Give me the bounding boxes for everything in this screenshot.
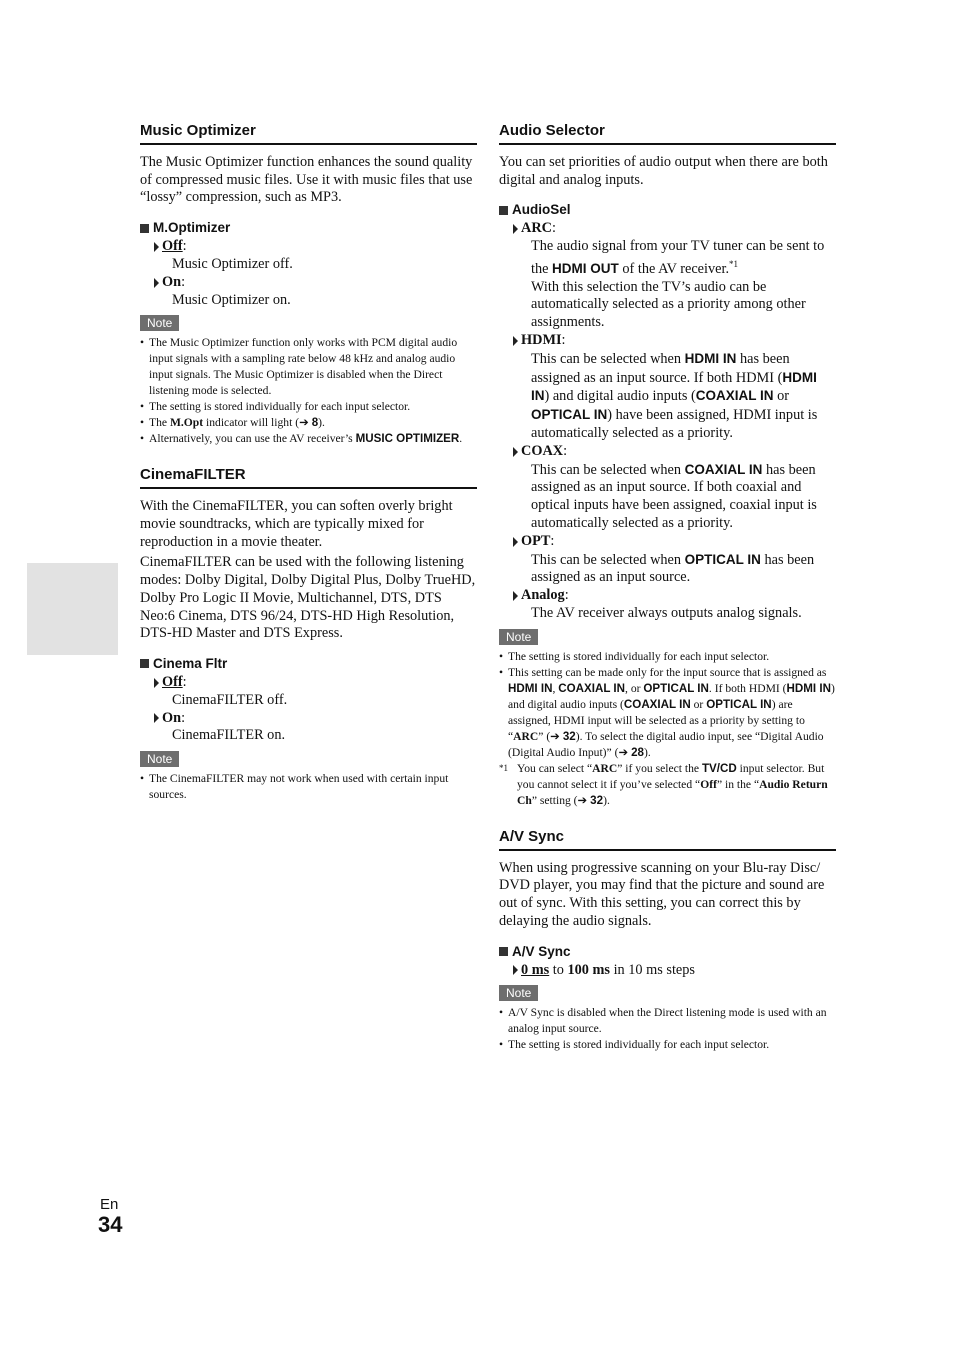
- footnote-text: ).: [603, 793, 610, 807]
- triangle-right-icon: [513, 224, 518, 234]
- option-label: On: [162, 709, 182, 726]
- footnote-text: input selector. But you cannot select it if you’ve selected “: [517, 761, 825, 791]
- arc-term: ARC: [513, 729, 539, 743]
- tv-cd-key: TV/CD: [701, 761, 737, 775]
- hdmi-in-key: HDMI IN: [786, 681, 831, 695]
- cinema-fltr-setting: [140, 656, 477, 672]
- opt-desc: [531, 551, 836, 588]
- desc-text: This can be selected when: [531, 350, 682, 367]
- note-text: indicator will light (➔: [206, 416, 309, 430]
- audio-return-ch-term: Audio Return Ch: [517, 777, 828, 807]
- av-sync-heading: A/V Sync: [499, 828, 836, 851]
- range-text: to: [552, 961, 564, 978]
- arc-term: ARC: [592, 761, 618, 775]
- note-text: ) are assigned, HDMI input will be selected as a priority by setting to “: [508, 697, 805, 743]
- triangle-right-icon: [154, 713, 159, 723]
- audiosel-setting-name: AudioSel: [512, 202, 571, 218]
- note-text: , or: [625, 681, 641, 695]
- option-label: Off: [162, 673, 183, 690]
- coax-option: [513, 443, 836, 461]
- hdmi-in-key: HDMI IN: [508, 681, 553, 695]
- note-text: .: [459, 432, 463, 446]
- music-optimizer-intro: The Music Optimizer function enhances the sound quality of compressed music files. Use it with music files that use “lossy” compression, such as MP3.: [140, 154, 473, 206]
- option-label: Analog: [521, 587, 565, 604]
- music-optimizer-heading: Music Optimizer: [140, 122, 477, 145]
- option-colon: :: [551, 220, 556, 237]
- option-label: COAX: [521, 442, 564, 459]
- cinemafilter-notes: [140, 771, 477, 803]
- note-text: ).: [318, 416, 325, 430]
- note-badge: Note: [140, 315, 179, 331]
- hdmi-desc: [531, 350, 836, 443]
- page-number: 34: [98, 1212, 123, 1237]
- coaxial-in-key: COAXIAL IN: [623, 697, 691, 711]
- cinema-fltr-off-option: [154, 674, 477, 692]
- m-optimizer-on-option: [154, 274, 477, 292]
- page-ref: 28: [631, 745, 644, 759]
- note-item: • The setting is stored individually for each input selector.: [140, 399, 477, 415]
- square-bullet-icon: [140, 659, 149, 668]
- hdmi-in-key: HDMI IN: [684, 350, 737, 366]
- note-badge: Note: [499, 629, 538, 645]
- av-sync-section: [499, 828, 836, 1054]
- option-label: ARC: [521, 220, 552, 237]
- page-ref: 32: [562, 729, 576, 743]
- desc-text: ) have been assigned, HDMI input is automatically selected as a priority.: [531, 407, 818, 441]
- option-label: Off: [162, 238, 183, 255]
- footnote-text: ” if you select the: [617, 761, 700, 775]
- m-optimizer-setting-name: M.Optimizer: [153, 220, 231, 236]
- triangle-right-icon: [154, 678, 159, 688]
- coax-desc: [531, 461, 836, 533]
- option-colon: :: [550, 532, 555, 549]
- note-badge: Note: [499, 985, 538, 1001]
- audio-selector-heading: Audio Selector: [499, 122, 836, 145]
- option-colon: :: [181, 273, 186, 290]
- cinemafilter-intro-1: With the CinemaFILTER, you can soften overly bright movie soundtracks, which are typically mixed for reproduction in a movie theater.: [140, 498, 453, 550]
- music-optimizer-key: MUSIC OPTIMIZER: [355, 432, 460, 446]
- desc-text: This can be selected when: [531, 461, 682, 478]
- av-sync-setting-name: A/V Sync: [512, 943, 571, 959]
- section-tab-marker: [27, 563, 118, 655]
- cinema-fltr-on-option: [154, 710, 477, 728]
- footnote-mark: *1: [499, 762, 508, 773]
- hdmi-out-key: HDMI OUT: [552, 260, 619, 276]
- off-term: Off: [700, 777, 717, 791]
- triangle-right-icon: [513, 591, 518, 601]
- arc-desc-2: With this selection the TV’s audio can be automatically selected as a priority among other assignments.: [531, 278, 806, 331]
- square-bullet-icon: [499, 206, 508, 215]
- left-column: [140, 122, 477, 803]
- footnote-text: ” setting (➔: [531, 793, 588, 807]
- cinema-fltr-on-desc: CinemaFILTER on.: [172, 727, 286, 744]
- footnote: [499, 761, 836, 809]
- note-item: [140, 431, 477, 447]
- triangle-right-icon: [513, 336, 518, 346]
- cinema-fltr-off-desc: CinemaFILTER off.: [172, 691, 288, 708]
- audio-selector-section: [499, 122, 836, 809]
- triangle-right-icon: [513, 537, 518, 547]
- coaxial-in-key: COAXIAL IN: [558, 681, 626, 695]
- note-text: ) and digital audio inputs (: [508, 681, 835, 711]
- footnote-text: You can select “: [517, 761, 593, 775]
- coaxial-in-key: COAXIAL IN: [684, 461, 763, 477]
- audiosel-setting: [499, 202, 836, 218]
- music-optimizer-notes: [140, 335, 477, 447]
- option-colon: :: [181, 709, 186, 726]
- option-colon: :: [564, 587, 569, 604]
- desc-text: has been assigned as an input source. If both coaxial and optical inputs have been assigned, coaxial input is automatically selected as a priority.: [531, 461, 817, 531]
- note-text: Alternatively, you can use the AV receiver’s: [149, 432, 353, 446]
- cinemafilter-intro-2: CinemaFILTER can be used with the following listening modes: Dolby Digital, Dolby Digital Plus, Dolby TrueHD, Dolby Pro Logic II Movie, Multichannel, DTS, DTS Neo:6 Cinema, DTS 96/24, DTS-HD High Resolution, DTS-HD Master and DTS Express.: [140, 554, 476, 642]
- analog-option: [513, 587, 836, 605]
- desc-text: The audio signal from your TV tuner can be sent to the: [531, 238, 825, 277]
- option-label: On: [162, 273, 182, 290]
- footnote-text: ” in the “: [716, 777, 760, 791]
- note-text: . If both HDMI (: [708, 681, 787, 695]
- optical-in-key: OPTICAL IN: [643, 681, 709, 695]
- page-ref: 32: [590, 793, 604, 807]
- cinema-fltr-setting-name: Cinema Fltr: [153, 655, 228, 671]
- note-text: or: [693, 697, 704, 711]
- desc-text: ) and digital audio inputs (: [544, 388, 696, 405]
- audio-selector-intro: You can set priorities of audio output when there are both digital and analog inputs.: [499, 154, 828, 188]
- analog-desc: The AV receiver always outputs analog signals.: [531, 604, 802, 621]
- range-text: in 10 ms steps: [613, 961, 695, 978]
- opt-option: [513, 533, 836, 551]
- music-optimizer-section: [140, 122, 477, 447]
- square-bullet-icon: [499, 947, 508, 956]
- optical-in-key: OPTICAL IN: [706, 697, 772, 711]
- triangle-right-icon: [513, 965, 518, 975]
- triangle-right-icon: [154, 242, 159, 252]
- note-item: • This setting can be made only for the input source that is assigned as HDMI IN, COAXIAL IN, or OPTICAL IN. If both HDMI (HDMI IN) and digital audio inputs (COAXIAL IN or OPTICAL IN) are assigned, HDMI input will be selected as a priority by setting to “ARC” (➔ 32). To select the digital audio input, see “Digital Audio (Digital Audio Input)” (➔ 28).: [499, 665, 836, 761]
- m-opt-indicator: M.Opt: [169, 416, 204, 430]
- note-text: The: [149, 416, 168, 430]
- desc-text: or: [777, 388, 790, 405]
- desc-text: has been assigned as an input source.: [531, 551, 815, 586]
- m-optimizer-on-desc: Music Optimizer on.: [172, 291, 291, 308]
- m-optimizer-off-option: [154, 238, 477, 256]
- note-badge: Note: [140, 751, 179, 767]
- av-sync-setting: [499, 944, 836, 960]
- option-colon: :: [182, 673, 187, 690]
- page-ref: 8: [311, 416, 319, 430]
- option-colon: :: [182, 238, 187, 255]
- cinemafilter-heading: CinemaFILTER: [140, 466, 477, 489]
- option-label: OPT: [521, 532, 551, 549]
- right-column: [499, 122, 836, 1053]
- note-text: ). To select the digital audio input, see “Digital Audio (Digital Audio Input)” (➔: [508, 729, 824, 759]
- m-optimizer-off-desc: Music Optimizer off.: [172, 255, 293, 272]
- m-optimizer-setting: [140, 220, 477, 236]
- range-start: 0 ms: [521, 961, 550, 978]
- note-item: • A/V Sync is disabled when the Direct listening mode is used with an analog input source.: [499, 1005, 836, 1037]
- hdmi-in-key: HDMI IN: [531, 369, 817, 404]
- av-sync-notes: [499, 1005, 836, 1053]
- note-item: • The CinemaFILTER may not work when used with certain input sources.: [140, 771, 477, 803]
- note-item: • The Music Optimizer function only works with PCM digital audio input signals with a sampling rate below 48 kHz and analog audio input signals. The Music Optimizer is disabled when the Direct listening mode is selected.: [140, 335, 477, 399]
- optical-in-key: OPTICAL IN: [531, 407, 608, 423]
- coaxial-in-key: COAXIAL IN: [695, 388, 774, 404]
- footnote-ref: *1: [729, 259, 739, 269]
- option-label: HDMI: [521, 331, 562, 348]
- option-colon: :: [563, 442, 568, 459]
- desc-text: This can be selected when: [531, 551, 682, 568]
- cinemafilter-section: [140, 466, 477, 803]
- desc-text: of the AV receiver.: [622, 260, 730, 277]
- arc-desc-1: [531, 238, 836, 278]
- desc-text: has been assigned as an input source. If both HDMI (: [531, 350, 790, 386]
- triangle-right-icon: [154, 278, 159, 288]
- arc-option: [513, 220, 836, 238]
- triangle-right-icon: [513, 447, 518, 457]
- note-item: • The setting is stored individually for each input selector.: [499, 1037, 836, 1053]
- optical-in-key: OPTICAL IN: [684, 551, 761, 567]
- note-text: This setting can be made only for the input source that is assigned as: [508, 665, 827, 679]
- square-bullet-icon: [140, 224, 149, 233]
- option-colon: :: [561, 331, 566, 348]
- note-item: [140, 415, 477, 431]
- page-language: En: [100, 1196, 119, 1213]
- audio-selector-notes: [499, 649, 836, 761]
- range-end: 100 ms: [567, 961, 610, 978]
- note-item: • The setting is stored individually for each input selector.: [499, 649, 836, 665]
- av-sync-intro: When using progressive scanning on your Blu-ray Disc/ DVD player, you may find that the picture and sound are out of sync. With this setting, you can correct this by delaying the audio signals.: [499, 859, 825, 929]
- note-text: ” (➔: [538, 729, 560, 743]
- note-text: ).: [643, 745, 651, 759]
- hdmi-option: [513, 332, 836, 350]
- av-sync-range: [513, 962, 836, 980]
